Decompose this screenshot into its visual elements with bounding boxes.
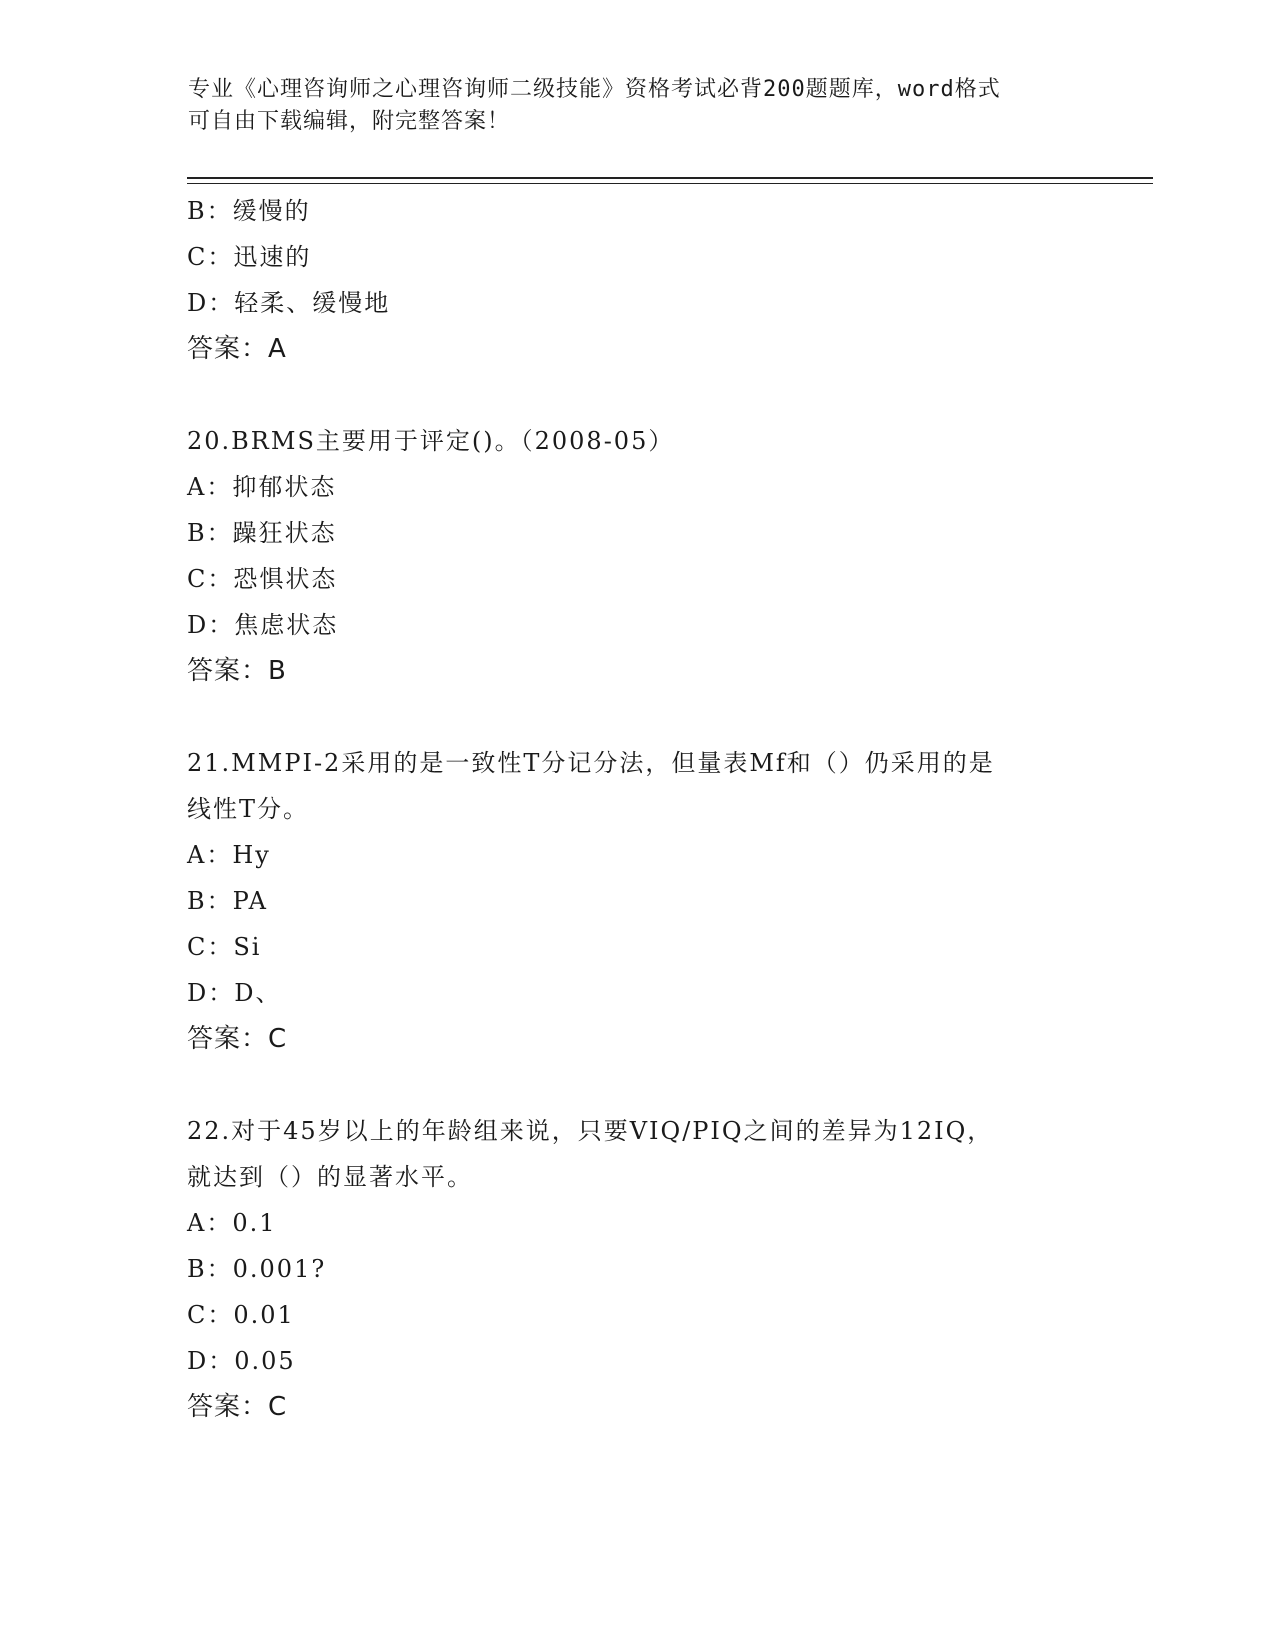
question-stem-line-1: 22.对于45岁以上的年龄组来说，只要VIQ/PIQ之间的差异为12IQ，	[187, 1117, 994, 1145]
question-content	[187, 188, 1067, 1430]
answer-line: 答案：C	[187, 1392, 288, 1422]
option-a: A：抑郁状态	[187, 473, 337, 501]
answer-line: 答案：C	[187, 1024, 288, 1054]
question-21	[187, 740, 1067, 1062]
answer-line: 答案：B	[187, 656, 287, 686]
continued-question	[187, 188, 1067, 372]
option-c: C：恐惧状态	[187, 565, 338, 593]
document-header	[188, 74, 1068, 138]
answer-line: 答案：A	[187, 334, 287, 364]
header-line-1: 专业《心理咨询师之心理咨询师二级技能》资格考试必背200题题库，word格式	[188, 77, 1001, 102]
question-22	[187, 1108, 1067, 1430]
question-20	[187, 418, 1067, 694]
header-rule-thick	[187, 177, 1153, 179]
option-b: B：躁狂状态	[187, 519, 337, 547]
question-stem-line-1: 21.MMPI-2采用的是一致性T分记分法，但量表Mf和（）仍采用的是	[187, 749, 995, 777]
option-c: C：Si	[187, 933, 262, 961]
option-a: A：0.1	[187, 1209, 277, 1237]
option-b: B：缓慢的	[187, 197, 311, 225]
question-stem-line-2: 线性T分。	[187, 795, 310, 823]
option-d: D：D、	[187, 979, 282, 1007]
option-b: B：PA	[187, 887, 268, 915]
question-stem-line-2: 就达到（）的显著水平。	[187, 1163, 473, 1191]
option-d: D：0.05	[187, 1347, 296, 1375]
option-c: C：迅速的	[187, 243, 312, 271]
option-c: C：0.01	[187, 1301, 295, 1329]
option-a: A：Hy	[187, 841, 271, 869]
question-stem: 20.BRMS主要用于评定()。（2008-05）	[187, 427, 675, 455]
option-d: D：轻柔、缓慢地	[187, 289, 391, 317]
option-d: D：焦虑状态	[187, 611, 339, 639]
option-b: B：0.001?	[187, 1255, 327, 1283]
header-rule-thin	[187, 183, 1153, 184]
header-line-2: 可自由下载编辑，附完整答案！	[188, 109, 511, 134]
